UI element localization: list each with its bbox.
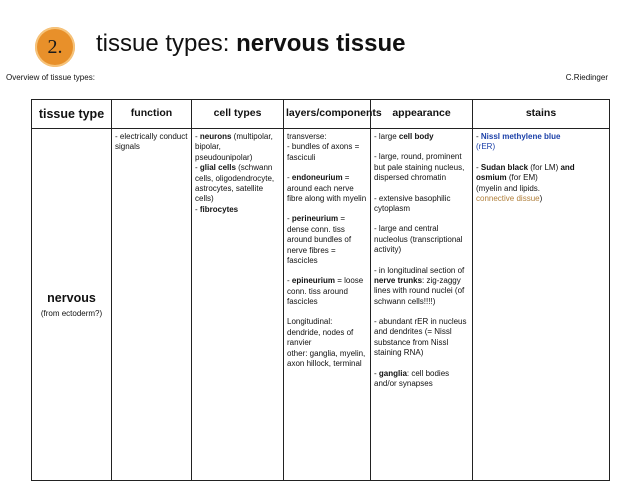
appearance-5-term: nerve trunks [374, 275, 423, 285]
appearance-7-prefix: - [374, 368, 379, 378]
appearance-5-post: : zig-zaggy lines with round nuclei (of schwann cells!!!!) [374, 275, 465, 306]
layers-fasciculi: - bundles of axons = fasciculi [287, 142, 360, 162]
appearance-3: - extensive basophilic cytoplasm [374, 193, 451, 213]
stain-sudan: Sudan black [480, 162, 529, 172]
slide-title-lead: tissue types: [96, 30, 237, 57]
header-function: function [112, 100, 192, 129]
glial-note: (schwann cells, oligodendrocyte, astrocytes, satellite cells) [195, 163, 275, 204]
layers-longitudinal: Longitudinal: dendride, nodes of ranvier [287, 317, 354, 348]
appearance-7-term: ganglia [378, 368, 407, 378]
glial-prefix: - [195, 163, 200, 173]
appearance-4: - large and central nucleolus (transcriptional activity) [374, 224, 463, 255]
endoneurium-term: endoneurium [291, 173, 343, 183]
table-header-row [32, 100, 610, 129]
stain-nissl-prefix: - [476, 132, 481, 141]
stain-osmium: and osmium [476, 162, 575, 183]
appearance-5-pre: - in longitudinal section of [374, 265, 465, 275]
table-row [32, 129, 610, 481]
header-layers: layers/components [284, 100, 371, 129]
cell-function [112, 129, 192, 481]
header-tissue-type: tissue type [32, 100, 112, 129]
perineurium-text: = dense conn. tiss around bundles of nerve fibres = fascicles [287, 214, 352, 265]
tissue-type-origin: (from ectoderm?) [40, 308, 103, 318]
stain-osmium-em: (for EM) [506, 173, 538, 183]
endoneurium-text: = around each nerve fibre along with myelin [287, 173, 367, 203]
slide-number: 2. [47, 35, 63, 58]
slide-number-badge [35, 27, 75, 67]
layers-transverse: transverse: [287, 132, 327, 141]
tissue-type-name: nervous [47, 290, 96, 305]
header-appearance: appearance [371, 100, 473, 129]
epineurium-text: = loose conn. tiss around fascicles [287, 276, 364, 307]
header-cell-types: cell types [192, 100, 284, 129]
cell-cell-types [192, 129, 284, 481]
slide-title [96, 30, 405, 58]
appearance-7-post: : cell bodies and/or synapses [374, 368, 450, 389]
stain-lipids: (myelin and lipids. [476, 183, 541, 193]
stain-sudan-prefix: - [476, 162, 481, 172]
stain-sudan-lm: (for LM) [528, 162, 561, 172]
tissue-table [31, 99, 610, 481]
neurons-term: neurons [199, 132, 232, 141]
stain-nissl: Nissl methylene blue [480, 132, 561, 141]
slide-title-emphasis: nervous tissue [236, 30, 406, 57]
neurons-note: (multipolar, bipolar, pseudounipolar) [195, 132, 273, 162]
fibro-prefix: - [195, 204, 200, 214]
fibrocytes-term: fibrocytes [199, 204, 239, 214]
layers-other: other: ganglia, myelin, axon hillock, terminal [287, 348, 366, 369]
epineurium-term: epineurium [291, 276, 336, 286]
appearance-1-prefix: - large [374, 132, 399, 141]
cell-appearance [371, 129, 473, 481]
author-label: C.Riedinger [565, 73, 608, 82]
cell-tissue-type [32, 129, 112, 481]
stain-connective-note: connective dissue [476, 193, 540, 203]
epi-prefix: - [287, 276, 292, 286]
function-text: - electrically conduct signals [115, 132, 188, 152]
endo-prefix: - [287, 173, 292, 183]
stain-closing: ) [539, 193, 543, 203]
peri-prefix: - [287, 214, 292, 224]
neurons-prefix: - [195, 132, 200, 141]
appearance-2: - large, round, prominent but pale staining nucleus, dispersed chromatin [374, 152, 465, 183]
perineurium-term: perineurium [291, 214, 339, 224]
appearance-6: - abundant rER in nucleus and dendrites (= Nissl substance from Nissl staining RNA) [374, 317, 467, 358]
header-stains: stains [473, 100, 610, 129]
overview-label: Overview of tissue types: [6, 73, 95, 82]
cell-layers [284, 129, 371, 481]
cell-stains [473, 129, 610, 481]
glial-term: glial cells [199, 163, 236, 173]
stain-nissl-target: (rER) [476, 142, 496, 152]
appearance-1-term: cell body [398, 132, 434, 141]
